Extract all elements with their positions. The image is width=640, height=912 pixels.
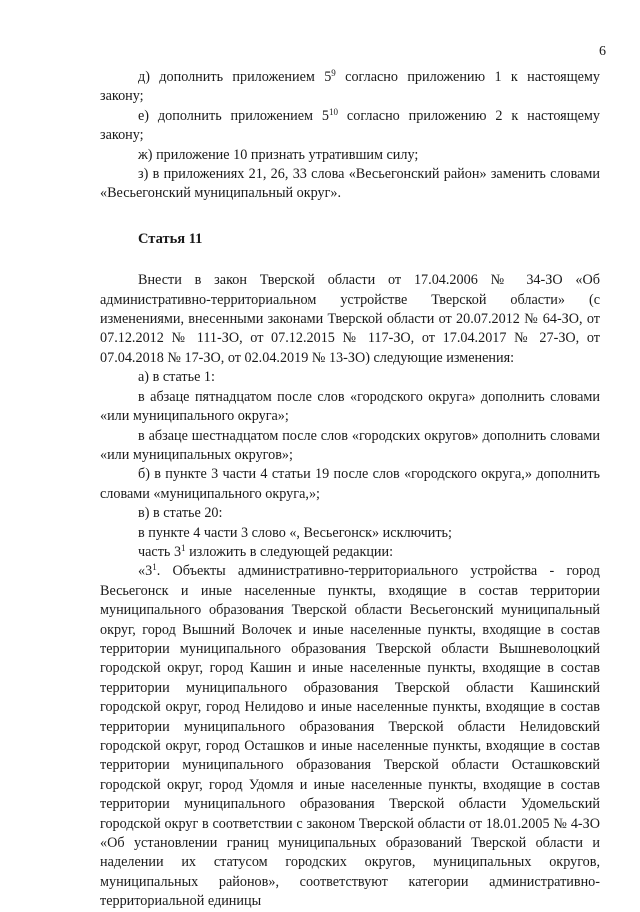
item-d-text-end: согласно приложению 1 к настоящему закону; xyxy=(100,69,600,105)
item-e-sup: 10 xyxy=(329,106,339,117)
item-v-1: в пункте 4 части 3 слово «, Весьегонск» исключить; xyxy=(138,524,452,541)
quoted-part-sup: 1 xyxy=(152,562,157,573)
item-v-2-text: часть 3 xyxy=(138,543,182,560)
quoted-part-text: . Объекты административно-территориального устройства - город Весьегонск и иные населенные пункты, входящие в состав территории муниципального образования Тверской области Весьегонский муниципальный округ, город Вышний Волочек и иные населенные пункты, входящие в состав территории муниципального образования Тверской области Вышневолоцкий городской округ, город Кашин и иные населенные пункты, входящие в состав территории муниципального образования Тверской области Кашинский городской округ, город Нелидово и иные населенные пункты, входящие в состав территории муниципального образования Тверской области Нелидовский городской округ, город Осташков и иные населенные пункты, входящие в состав территории муниципального образования Тверской области Осташковский городской округ, город Удомля и иные населенные пункты, входящие в состав территории муниципального образования Тверской области Удомельский городской округ в соответствии с законом Тверской области от 18.01.2005 № 4-ЗО «Об установлении границ муниципальных образований Тверской области и наделении их статусом городских округов, муниципальных округов, муниципальных районов», соответствуют категории административно-территориальной единицы xyxy=(100,563,600,910)
quoted-part-start: «3 xyxy=(138,563,153,580)
item-e xyxy=(100,107,600,146)
item-zh: ж) приложение 10 признать утратившим силу; xyxy=(138,146,419,163)
item-e-text-end: согласно приложению 2 к настоящему закону; xyxy=(100,107,600,144)
item-v-2-sup: 1 xyxy=(181,542,186,553)
item-e-text: е) дополнить приложением 5 xyxy=(138,107,330,124)
item-d-sup: 9 xyxy=(331,68,336,78)
item-v-2-text-end: изложить в следующей редакции: xyxy=(185,543,394,560)
document-content xyxy=(100,68,600,912)
item-v: в) в статье 20: xyxy=(138,505,223,522)
item-z: з) в приложениях 21, 26, 33 слова «Весьегонский район» заменить словами «Весьегонский муниципальный округ». xyxy=(100,166,600,202)
article-heading: Статья 11 xyxy=(138,230,203,247)
article-intro: Внести в закон Тверской области от 17.04.2006 № 34-ЗО «Об административно-территориальном устройстве Тверской области» (с изменениями, внесенными законами Тверской области от 20.07.2012 № 64-ЗО, от 07.12.2012 № 111-ЗО, от 07.12.2015 № 117-ЗО, от 17.04.2017 № 27-ЗО, от 07.04.2018 № 17-ЗО, от 02.04.2019 № 13-ЗО) следующие изменения: xyxy=(100,272,600,366)
item-a-2: в абзаце шестнадцатом после слов «городских округов» дополнить словами «или муниципальных округов»; xyxy=(100,427,600,463)
item-d xyxy=(100,68,600,107)
page-number: 6 xyxy=(599,44,606,59)
item-b: б) в пункте 3 части 4 статьи 19 после слов «городского округа,» дополнить словами «муниципального округа,»; xyxy=(100,466,600,502)
item-v-2 xyxy=(100,543,600,562)
item-a-1: в абзаце пятнадцатом после слов «городского округа» дополнить словами «или муниципального округа»; xyxy=(100,388,600,425)
item-a: а) в статье 1: xyxy=(138,369,215,386)
item-d-text: д) дополнить приложением 5 xyxy=(138,69,332,85)
quoted-part xyxy=(100,562,600,911)
